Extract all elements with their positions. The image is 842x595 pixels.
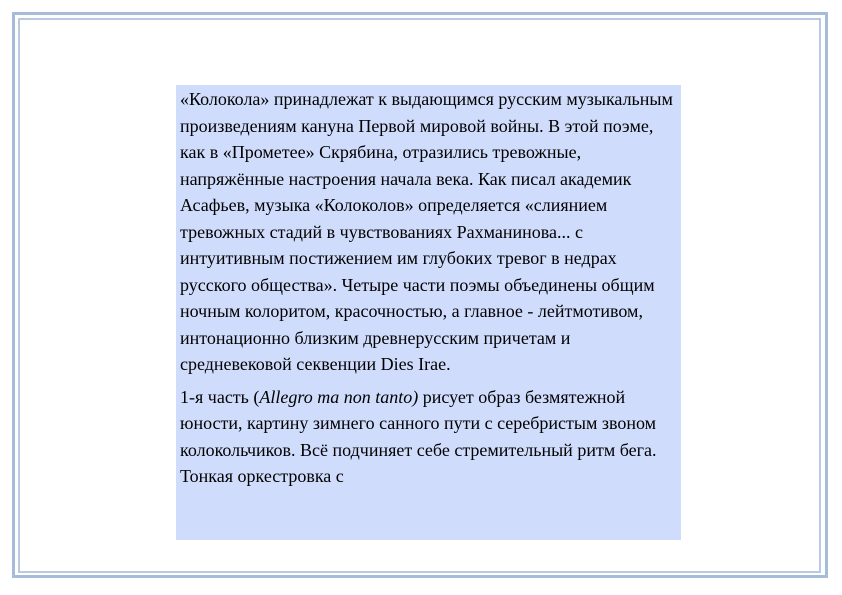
- part-one-prefix: 1-я часть (: [180, 386, 260, 407]
- paragraph-intro: «Колокола» принадлежат к выдающимся русским музыкальным произведениям кануна Первой мировой войны. В этой поэме, как в «Прометее» Скрябина, отразились тревожные, напряжённые настроения начала века. Как писал академик Асафьев, музыка «Колоколов» определяется «слиянием тревожных стадий в чувствованиях Рахманинова... с интуитивным постижением им глубоких тревог в недрах русского общества». Четыре части поэмы объединены общим ночным колоритом, красочностью, а главное - лейтмотивом, интонационно близким древнерусским причетам и средневековой секвенции Dies Irae.: [180, 89, 673, 374]
- paragraph-part-one: [180, 384, 677, 490]
- tempo-marking: Allegro ma non tanto): [259, 386, 419, 407]
- part-one-description: рисует образ безмятежной юности, картину зимнего санного пути с серебристым звоном колокольчиков. Всё подчиняет себе стремительный ритм бега. Тонкая оркестровка с: [180, 386, 657, 486]
- text-block: [176, 85, 681, 540]
